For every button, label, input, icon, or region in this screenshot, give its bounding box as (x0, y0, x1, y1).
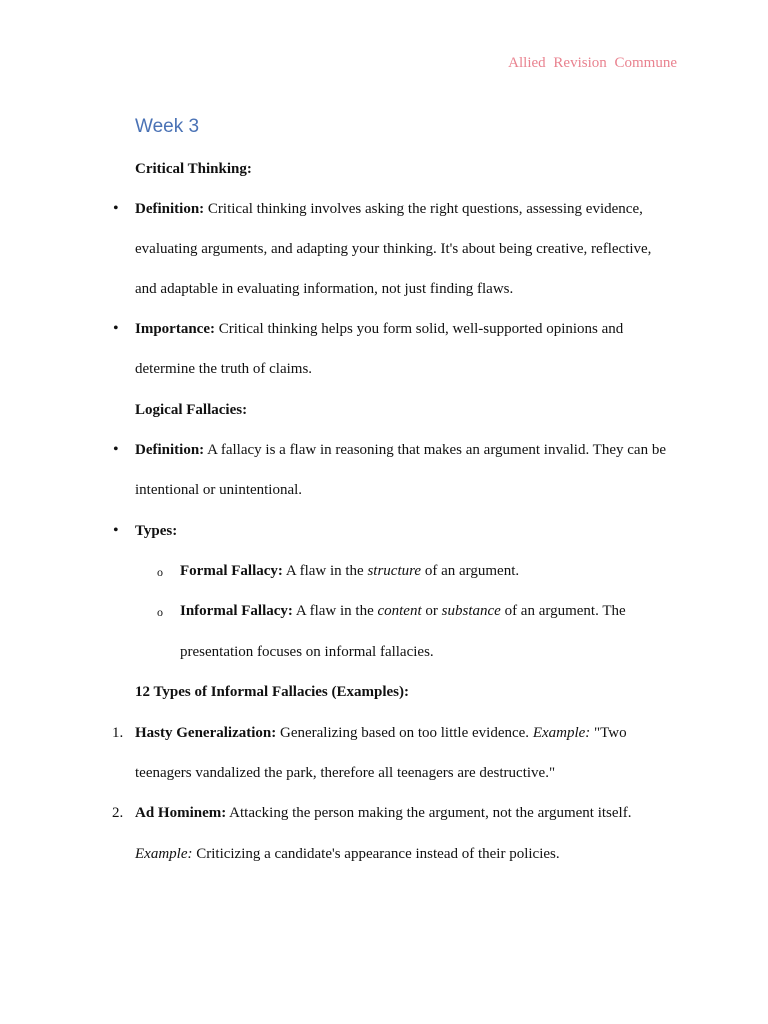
hasty-generalization-line1 (135, 723, 627, 743)
ct-importance-line2: determine the truth of claims. (135, 361, 313, 377)
bullet-icon: • (113, 320, 119, 337)
formal-fallacy-pre: A flaw in the (282, 563, 368, 579)
sub-bullet-icon: o (157, 605, 163, 619)
critical-thinking-heading: Critical Thinking: (135, 161, 252, 177)
formal-fallacy-post: of an argument. (421, 563, 520, 579)
lf-definition-line2: intentional or unintentional. (135, 482, 303, 498)
informal-fallacy-pre: A flaw in the (292, 603, 378, 619)
item-text: Generalizing based on too little evidence. (276, 725, 533, 741)
ct-definition-line3: and adaptable in evaluating information, not just finding flaws. (135, 281, 514, 297)
ct-definition-line2: evaluating arguments, and adapting your thinking. It's about being creative, reflective, (135, 241, 652, 257)
example-text: Criticizing a candidate's appearance instead of their policies. (192, 846, 560, 862)
ct-definition-label: Definition: (135, 201, 205, 217)
ct-importance-line1 (135, 319, 623, 339)
informal-fallacy-line2: presentation focuses on informal fallacies. (180, 644, 434, 660)
ad-hominem-line1 (135, 803, 631, 823)
list-number: 1. (112, 725, 124, 741)
ct-importance-label: Importance: (135, 321, 215, 337)
example-text: "Two (590, 725, 627, 741)
lf-definition-text: A fallacy is a flaw in reasoning that makes an argument invalid. They can be (204, 442, 666, 458)
formal-fallacy-line (180, 561, 519, 581)
sub-bullet-icon: o (157, 565, 163, 579)
ad-hominem-line2 (135, 844, 560, 864)
list-number: 2. (112, 805, 124, 821)
page-header: Allied Revision Commune (508, 55, 677, 71)
informal-fallacy-em1: content (377, 603, 422, 619)
logical-fallacies-heading: Logical Fallacies: (135, 402, 248, 418)
example-label: Example: (135, 846, 193, 862)
informal-fallacy-post: of an argument. The (500, 603, 626, 619)
bullet-icon: • (113, 522, 119, 539)
ct-definition-text: Critical thinking involves asking the right questions, assessing evidence, (204, 201, 643, 217)
hasty-generalization-line2: teenagers vandalized the park, therefore all teenagers are destructive." (135, 765, 556, 781)
item-label: Ad Hominem: (135, 805, 227, 821)
week-title: Week 3 (135, 116, 200, 137)
lf-definition-label: Definition: (135, 442, 205, 458)
example-label: Example: (532, 725, 591, 741)
ct-definition-line1 (135, 199, 643, 219)
informal-types-heading: 12 Types of Informal Fallacies (Examples): (135, 684, 410, 700)
informal-fallacy-em2: substance (441, 603, 501, 619)
lf-types-label: Types: (135, 523, 178, 539)
formal-fallacy-label: Formal Fallacy: (180, 563, 283, 579)
formal-fallacy-em: structure (367, 563, 422, 579)
ct-importance-text: Critical thinking helps you form solid, well-supported opinions and (214, 321, 624, 337)
informal-fallacy-label: Informal Fallacy: (180, 603, 293, 619)
item-label: Hasty Generalization: (135, 725, 277, 741)
item-text: Attacking the person making the argument, not the argument itself. (226, 805, 632, 821)
lf-definition-line1 (135, 440, 666, 460)
bullet-icon: • (113, 441, 119, 458)
informal-fallacy-line1 (180, 601, 626, 621)
informal-fallacy-mid: or (421, 603, 442, 619)
bullet-icon: • (113, 200, 119, 217)
